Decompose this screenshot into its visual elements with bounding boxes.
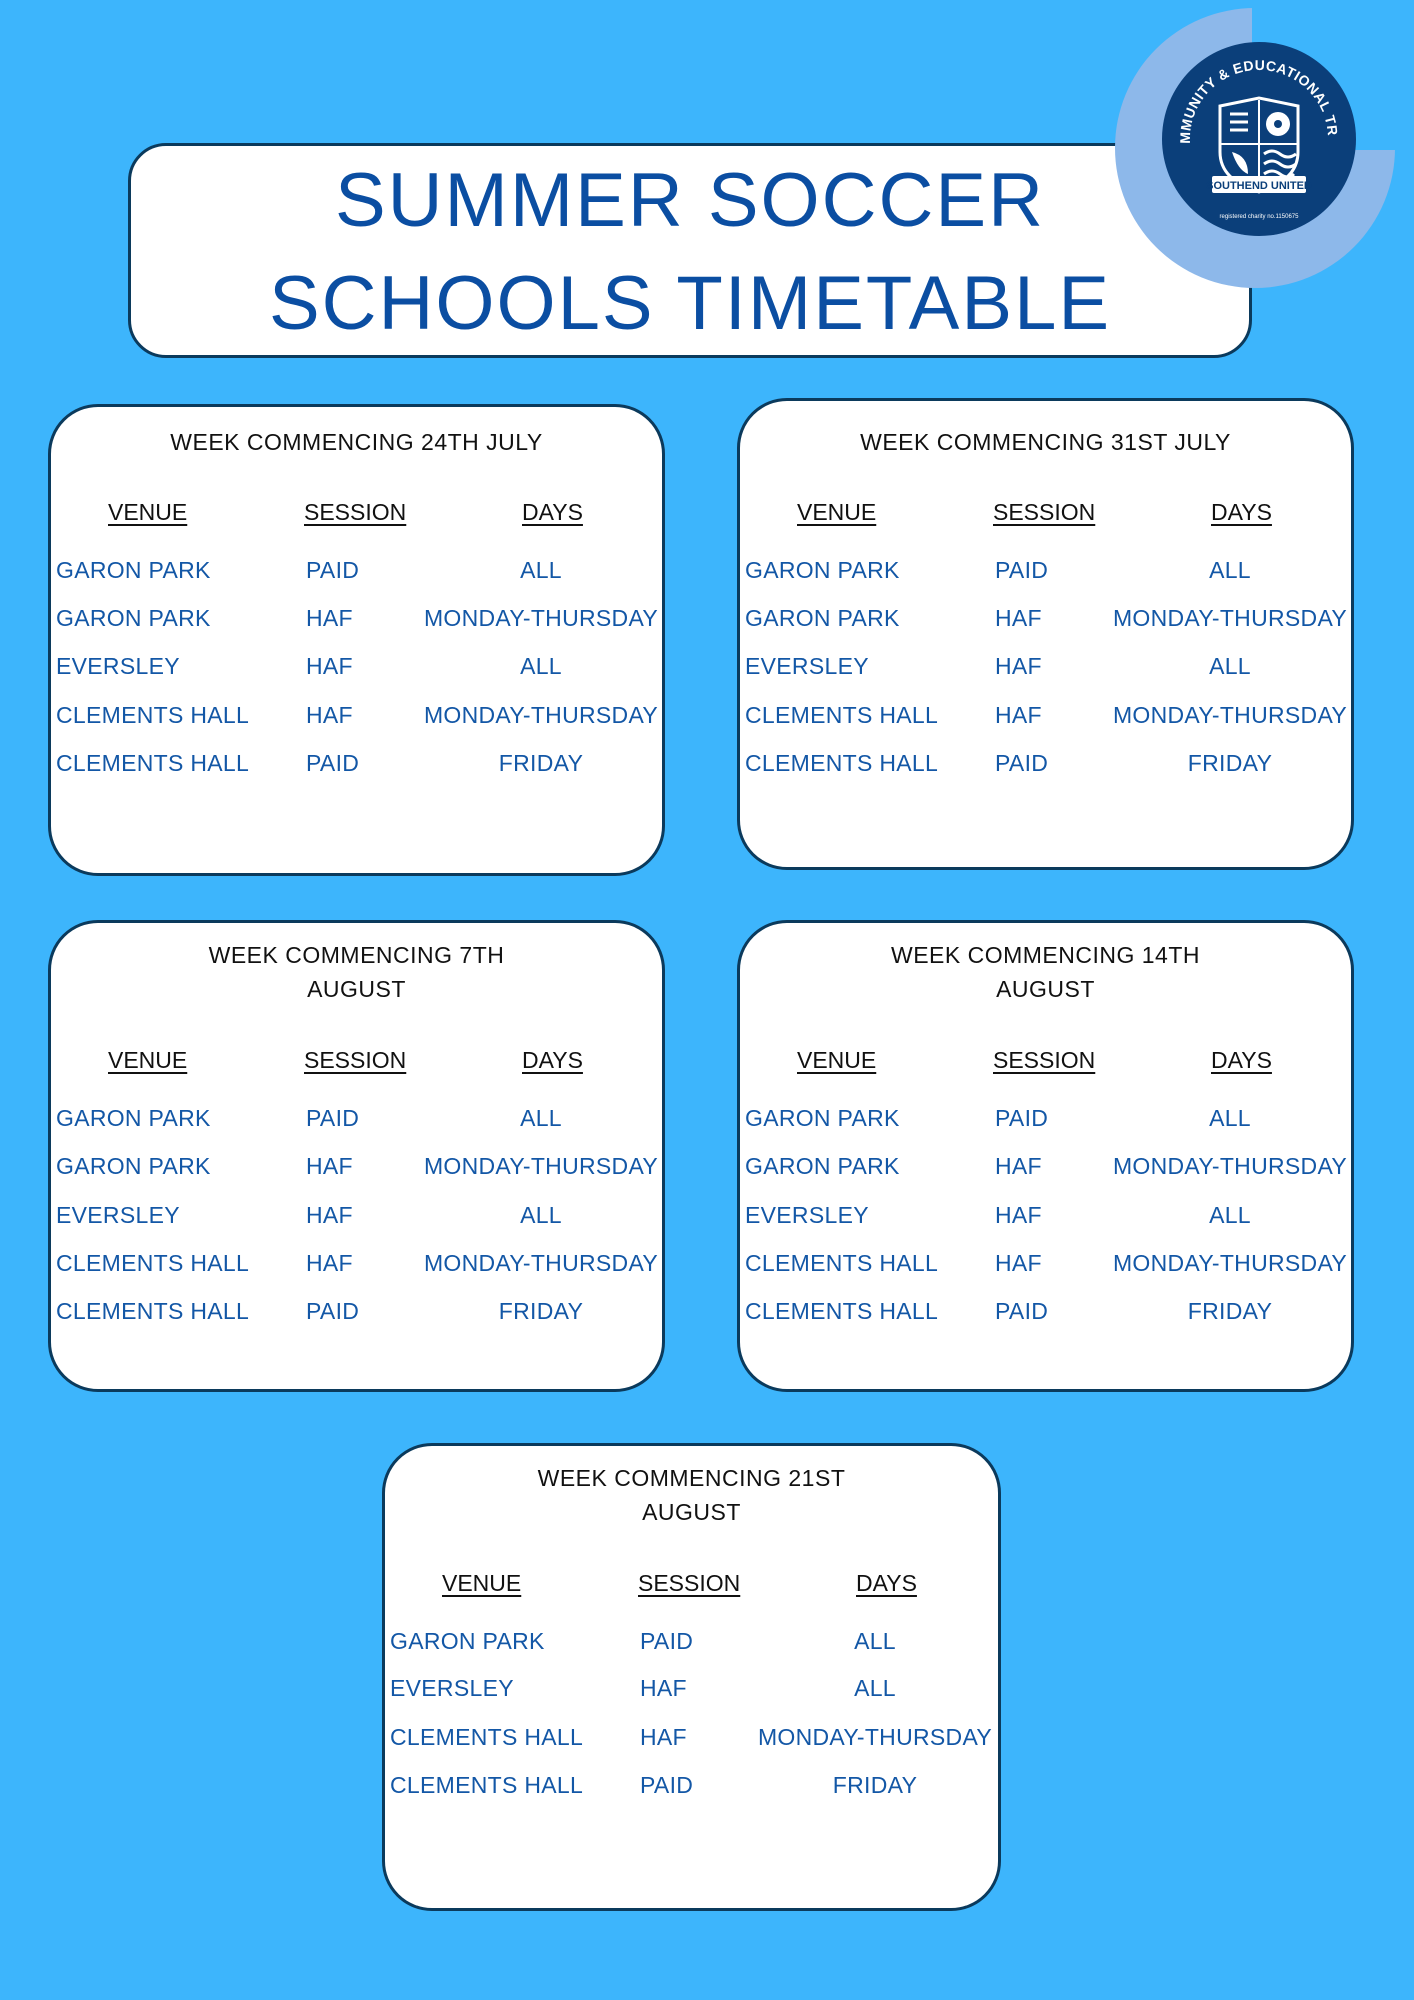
table-row [51, 1298, 662, 1328]
session-cell: HAF [640, 1675, 687, 1701]
venue-cell: CLEMENTS HALL [56, 750, 250, 776]
table-row [51, 1202, 662, 1232]
table-row [385, 1675, 998, 1705]
table-row [740, 702, 1351, 732]
days-cell: FRIDAY [1187, 750, 1273, 776]
venue-cell: CLEMENTS HALL [56, 1298, 250, 1324]
table-row [385, 1628, 998, 1658]
table-row [51, 1153, 662, 1183]
days-cell: ALL [520, 557, 562, 583]
days-cell: MONDAY-THURSDAY [1112, 1153, 1348, 1179]
session-cell: HAF [995, 653, 1042, 679]
table-row [385, 1772, 998, 1802]
days-cell: ALL [1209, 1105, 1251, 1131]
venue-cell: GARON PARK [745, 557, 900, 583]
session-cell: HAF [306, 1202, 353, 1228]
venue-cell: CLEMENTS HALL [745, 750, 939, 776]
table-row [51, 702, 662, 732]
days-cell: MONDAY-THURSDAY [757, 1724, 993, 1750]
logo-arc-text: MMUNITY & EDUCATIONAL TR [1176, 56, 1342, 144]
page-title-line-1: SUMMER SOCCER [334, 158, 1046, 243]
session-cell: HAF [306, 653, 353, 679]
venue-cell: CLEMENTS HALL [390, 1724, 584, 1750]
week-heading-line-2: AUGUST [996, 976, 1095, 1002]
table-row [740, 1250, 1351, 1280]
table-row [51, 557, 662, 587]
days-cell: MONDAY-THURSDAY [423, 702, 659, 728]
table-row [51, 605, 662, 635]
week-heading-line-2: AUGUST [307, 976, 406, 1002]
days-cell: ALL [1209, 653, 1251, 679]
session-cell: PAID [640, 1772, 694, 1798]
days-cell: FRIDAY [498, 1298, 584, 1324]
days-column-header: DAYS [856, 1570, 917, 1596]
venue-cell: EVERSLEY [745, 653, 869, 679]
session-cell: HAF [995, 1250, 1042, 1276]
table-row [740, 605, 1351, 635]
venue-cell: GARON PARK [56, 1105, 211, 1131]
page-title-line-2: SCHOOLS TIMETABLE [268, 261, 1112, 346]
venue-cell: CLEMENTS HALL [390, 1772, 584, 1798]
session-cell: PAID [995, 750, 1049, 776]
session-cell: HAF [995, 702, 1042, 728]
days-cell: ALL [520, 653, 562, 679]
venue-column-header: VENUE [108, 1047, 188, 1073]
session-cell: HAF [306, 1250, 353, 1276]
venue-cell: GARON PARK [745, 1105, 900, 1131]
table-row [740, 557, 1351, 587]
days-cell: MONDAY-THURSDAY [423, 1250, 659, 1276]
table-row [51, 1250, 662, 1280]
days-cell: ALL [520, 1202, 562, 1228]
venue-column-header: VENUE [797, 1047, 877, 1073]
table-row [740, 1202, 1351, 1232]
week-heading-line-1: WEEK COMMENCING 21ST [537, 1465, 846, 1491]
days-cell: MONDAY-THURSDAY [423, 1153, 659, 1179]
days-column-header: DAYS [522, 1047, 583, 1073]
session-cell: PAID [995, 1105, 1049, 1131]
table-row [51, 750, 662, 780]
session-column-header: SESSION [638, 1570, 741, 1596]
venue-cell: EVERSLEY [56, 1202, 180, 1228]
session-column-header: SESSION [993, 1047, 1096, 1073]
venue-cell: CLEMENTS HALL [56, 702, 250, 728]
days-cell: ALL [1209, 1202, 1251, 1228]
days-cell: FRIDAY [1187, 1298, 1273, 1324]
venue-column-header: VENUE [108, 499, 188, 525]
table-row [740, 653, 1351, 683]
venue-cell: GARON PARK [745, 1153, 900, 1179]
week-heading: WEEK COMMENCING 24TH JULY [170, 429, 543, 455]
session-cell: PAID [306, 750, 360, 776]
days-cell: FRIDAY [498, 750, 584, 776]
session-cell: PAID [306, 1298, 360, 1324]
session-column-header: SESSION [993, 499, 1096, 525]
table-row [740, 1298, 1351, 1328]
venue-column-header: VENUE [442, 1570, 522, 1596]
days-cell: MONDAY-THURSDAY [1112, 605, 1348, 631]
table-row [740, 1105, 1351, 1135]
table-row [385, 1724, 998, 1754]
days-cell: MONDAY-THURSDAY [423, 605, 659, 631]
logo-banner-text: SOUTHEND UNITED [1206, 180, 1312, 192]
logo-charity-text: registered charity no.1150675 [1219, 214, 1299, 220]
week-card [48, 404, 665, 876]
days-column-header: DAYS [1211, 1047, 1272, 1073]
days-cell: FRIDAY [832, 1772, 918, 1798]
title-banner [128, 143, 1252, 358]
venue-cell: GARON PARK [56, 1153, 211, 1179]
venue-cell: EVERSLEY [390, 1675, 514, 1701]
session-cell: HAF [306, 605, 353, 631]
days-cell: ALL [854, 1675, 896, 1701]
days-cell: MONDAY-THURSDAY [1112, 702, 1348, 728]
venue-cell: CLEMENTS HALL [745, 1298, 939, 1324]
venue-cell: EVERSLEY [745, 1202, 869, 1228]
week-card [48, 920, 665, 1392]
table-row [740, 750, 1351, 780]
venue-cell: EVERSLEY [56, 653, 180, 679]
week-heading: WEEK COMMENCING 31ST JULY [860, 429, 1231, 455]
table-row [51, 1105, 662, 1135]
venue-cell: CLEMENTS HALL [56, 1250, 250, 1276]
venue-cell: CLEMENTS HALL [745, 1250, 939, 1276]
session-column-header: SESSION [304, 499, 407, 525]
venue-cell: GARON PARK [390, 1628, 545, 1654]
session-cell: HAF [995, 1202, 1042, 1228]
session-cell: PAID [995, 1298, 1049, 1324]
week-card [737, 920, 1354, 1392]
venue-cell: GARON PARK [56, 605, 211, 631]
days-cell: ALL [520, 1105, 562, 1131]
days-column-header: DAYS [1211, 499, 1272, 525]
week-heading-line-2: AUGUST [642, 1499, 741, 1525]
week-card [737, 398, 1354, 870]
week-heading-line-1: WEEK COMMENCING 7TH [208, 942, 505, 968]
venue-column-header: VENUE [797, 499, 877, 525]
venue-cell: GARON PARK [56, 557, 211, 583]
session-cell: HAF [995, 1153, 1042, 1179]
venue-cell: CLEMENTS HALL [745, 702, 939, 728]
days-cell: ALL [854, 1628, 896, 1654]
session-cell: HAF [640, 1724, 687, 1750]
session-cell: HAF [995, 605, 1042, 631]
session-cell: PAID [306, 1105, 360, 1131]
days-column-header: DAYS [522, 499, 583, 525]
session-column-header: SESSION [304, 1047, 407, 1073]
table-row [740, 1153, 1351, 1183]
days-cell: ALL [1209, 557, 1251, 583]
week-card [382, 1443, 1001, 1911]
table-row [51, 653, 662, 683]
session-cell: PAID [995, 557, 1049, 583]
session-cell: PAID [306, 557, 360, 583]
session-cell: HAF [306, 1153, 353, 1179]
days-cell: MONDAY-THURSDAY [1112, 1250, 1348, 1276]
week-heading-line-1: WEEK COMMENCING 14TH [890, 942, 1201, 968]
southend-united-crest-icon [1160, 40, 1358, 238]
session-cell: PAID [640, 1628, 694, 1654]
venue-cell: GARON PARK [745, 605, 900, 631]
session-cell: HAF [306, 702, 353, 728]
